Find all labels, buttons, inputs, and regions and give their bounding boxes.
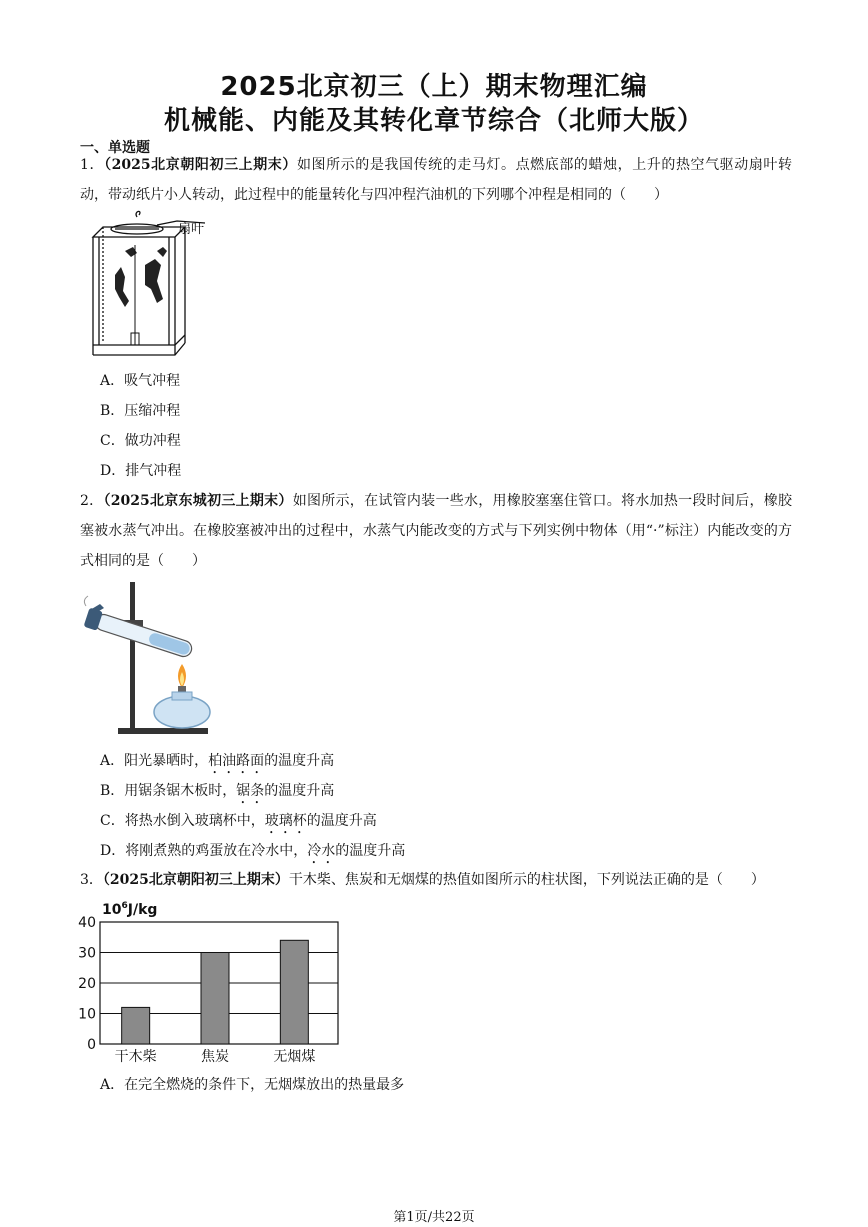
question-2 [80, 486, 792, 576]
question-1-text: 如图所示的是我国传统的走马灯。点燃底部的蜡烛，上升的热空气驱动扇叶转动，带动纸片小人转动，此过程中的能量转化与四冲程汽油机的下列哪个冲程是相同的（ ） [80, 157, 792, 203]
q3-option-a: A．在完全燃烧的条件下，无烟煤放出的热量最多 [100, 1077, 405, 1093]
y-axis-unit-label: $10^6J/kg$ [102, 901, 158, 918]
question-3-source: （2025北京朝阳初三上期末） [102, 872, 289, 888]
category-label: 焦炭 [201, 1049, 229, 1065]
question-1 [80, 150, 792, 210]
category-label: 无烟煤 [273, 1049, 316, 1065]
question-3-text: 干木柴、焦炭和无烟煤的热值如图所示的柱状图，下列说法正确的是（ ） [288, 872, 765, 888]
section-heading: 一、单选题 [80, 140, 150, 156]
q2-option-a: A．阳光暴晒时，柏油路面的温度升高 [100, 753, 335, 769]
question-1-number: 1． [80, 157, 105, 173]
q1-option-c: C．做功冲程 [100, 433, 181, 449]
q2-option-c: C．将热水倒入玻璃杯中，玻璃杯的温度升高 [100, 813, 377, 829]
doc-title-line2: 机械能、内能及其转化章节综合（北师大版） [163, 106, 704, 136]
y-tick-label: 20 [78, 976, 96, 992]
question-3 [80, 865, 792, 895]
q2-option-d: D．将刚煮熟的鸡蛋放在冷水中，冷水的温度升高 [100, 843, 406, 859]
q1-option-a: A．吸气冲程 [100, 373, 181, 389]
heat-value-bar-chart [70, 898, 350, 1068]
bar-2 [280, 940, 308, 1044]
question-2-number: 2． [80, 493, 104, 509]
figure-label-fan: 扇叶 [178, 222, 205, 237]
q1-option-b: B．压缩冲程 [100, 403, 181, 419]
q2-option-b: B．用锯条锯木板时，锯条的温度升高 [100, 783, 335, 799]
test-tube-figure [78, 580, 218, 740]
question-3-number: 3． [80, 872, 103, 888]
category-label: 干木柴 [114, 1049, 157, 1065]
doc-title-line1: 2025北京初三（上）期末物理汇编 [220, 72, 648, 102]
question-1-source: （2025北京朝阳初三上期末） [104, 157, 297, 173]
bar-1 [201, 953, 229, 1045]
question-2-source: （2025北京东城初三上期末） [103, 493, 293, 509]
y-tick-label: 0 [87, 1037, 96, 1053]
bar-0 [122, 1007, 150, 1044]
q1-option-d: D．排气冲程 [100, 463, 182, 479]
page-footer: 第1页/共22页 [393, 1210, 475, 1225]
y-tick-label: 30 [78, 945, 96, 962]
y-tick-label: 10 [78, 1006, 96, 1023]
question-2-text: 如图所示，在试管内装一些水，用橡胶塞塞住管口。将水加热一段时间后，橡胶塞被水蒸气冲出。在橡胶塞被冲出的过程中，水蒸气内能改变的方式与下列实例中物体（用“·”标注）内能改变的方式相同的是（ ） [80, 493, 793, 569]
y-tick-label: 40 [78, 915, 96, 931]
